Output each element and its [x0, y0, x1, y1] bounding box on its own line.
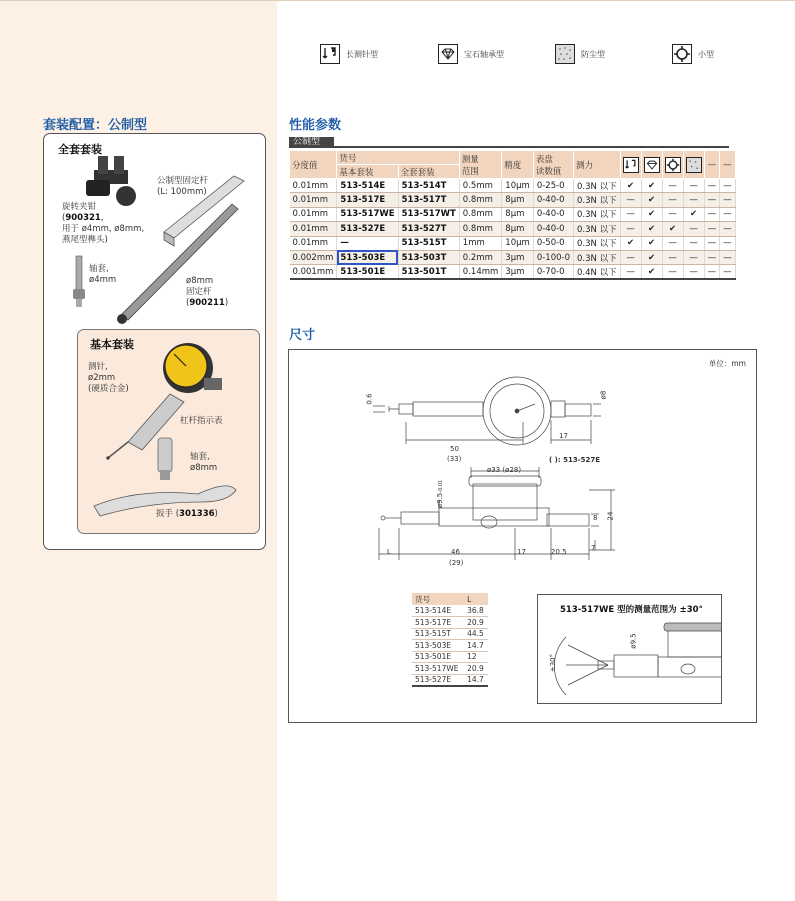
basic-set-box	[77, 329, 260, 534]
th-extra-2: —	[720, 151, 736, 179]
dustproof-icon	[555, 44, 575, 64]
table-row: 513-501E 12	[412, 651, 488, 663]
we-drawing	[538, 595, 722, 704]
legend-jewel-label: 宝石轴承型	[464, 49, 504, 59]
table-row: 513-514E 36.8	[412, 605, 488, 617]
dim-section-title: 尺寸	[289, 328, 316, 343]
table-row: 0.001mm 513-501E 513-501T 0.14mm 3μm 0-70-0 0.4N 以下 — ✔ — — — —	[290, 265, 736, 279]
stylus-label: 测针, ø2mm (硬质合金)	[88, 362, 129, 394]
th-dial: 表盘 读数值	[533, 151, 573, 179]
legend-long-stylus-label: 长测针型	[346, 49, 378, 59]
th-range: 测量 范围	[459, 151, 502, 179]
table-row: 513-517WE 20.9	[412, 663, 488, 675]
basic-set-illustration	[78, 330, 261, 535]
th-order-no: 货号	[337, 151, 459, 165]
long-stylus-icon	[320, 44, 340, 64]
unit-label: 单位：mm	[708, 359, 746, 368]
th-dustproof	[683, 151, 704, 179]
rod8-label: ø8mm 固定杆 (900211)	[186, 276, 229, 308]
table-row: 513-515T 44.5	[412, 628, 488, 640]
table-row: 0.01mm — 513-515T 1mm 10μm 0-50-0 0.3N 以下 ✔ ✔ — — — —	[290, 236, 736, 250]
table-row: 0.01mm 513-514E 513-514T 0.5mm 10μm 0-25-0 0.3N 以下 ✔ ✔ — — — —	[290, 179, 736, 193]
dim-46: 46	[451, 548, 460, 556]
th-accuracy: 精度	[502, 151, 534, 179]
th-jewel	[641, 151, 662, 179]
we-angle: ±30°	[549, 653, 558, 673]
full-set-box	[43, 133, 266, 550]
th-long-stylus	[620, 151, 641, 179]
selected-cell[interactable]: 513-503E	[337, 250, 398, 264]
dim-20-5: 20.5	[551, 548, 567, 556]
table-row: 513-503E 14.7	[412, 640, 488, 652]
th-basic-set: 基本套装	[337, 165, 398, 179]
dimension-drawing-box	[288, 349, 757, 723]
legend-jewel	[438, 44, 504, 64]
table-row: 0.01mm 513-517WE 513-517WT 0.8mm 8μm 0-40-0 0.3N 以下 — ✔ — ✔ — —	[290, 207, 736, 221]
swivel-clamp-drawing	[86, 156, 136, 206]
dim-17a: 17	[559, 432, 568, 440]
sleeve8-drawing	[158, 438, 172, 480]
note-527e: ( ): 513-527E	[549, 456, 600, 464]
category-tag: 公制型	[289, 137, 334, 148]
long-stylus-icon	[623, 157, 639, 173]
full-set-title: 全套套装	[58, 143, 102, 156]
table-row: 0.01mm 513-527E 513-527T 0.8mm 8μm 0-40-0 0.3N 以下 — ✔ ✔ — — —	[290, 222, 736, 236]
dim-17b: 17	[517, 548, 526, 556]
sleeve4-drawing	[73, 256, 85, 307]
lt-head-l: L	[464, 593, 488, 605]
dim-9-5: ø9.5-0.01	[436, 479, 445, 509]
lt-head-code: 货号	[412, 593, 464, 605]
dim-L: L	[387, 548, 391, 556]
legend-compact	[672, 44, 714, 64]
we-title: 513-517WE 型的测量范围为 ±30°	[560, 605, 703, 615]
spec-section-title: 性能参数	[289, 118, 342, 133]
compact-icon	[672, 44, 692, 64]
legend-compact-label: 小型	[698, 49, 714, 59]
table-row: 513-527E 14.7	[412, 674, 488, 686]
l-table	[412, 593, 488, 687]
we-range-box	[537, 594, 722, 704]
sleeve4-label: 轴套, ø4mm	[89, 264, 117, 285]
dim-33: (33)	[447, 455, 462, 463]
wrench-label: 扳手 (301336)	[156, 509, 218, 519]
legend-dustproof	[555, 44, 605, 64]
dim-50: 50	[450, 445, 459, 453]
dustproof-icon	[686, 157, 702, 173]
category-underline	[289, 146, 729, 148]
kit-section-title: 套装配置：公制型	[43, 118, 148, 133]
dim-dia: ø33 (ø28)	[487, 466, 522, 474]
table-row: 0.002mm 513-503E 513-503T 0.2mm 3μm 0-100-0 0.3N 以下 — ✔ — — — —	[290, 250, 736, 264]
dim-phi8: ø8	[599, 390, 608, 400]
legend-dustproof-label: 防尘型	[581, 49, 605, 59]
dim-0-6: 0.6	[365, 393, 374, 405]
dim-7: 7	[591, 544, 596, 552]
dim-29: (29)	[449, 559, 464, 567]
we-dia: ø9.5	[629, 633, 638, 649]
jewel-bearing-icon	[438, 44, 458, 64]
legend-long-stylus	[320, 44, 378, 64]
th-full-set: 全套套装	[398, 165, 459, 179]
table-row: 513-517E 20.9	[412, 617, 488, 629]
swivel-clamp-label: 旋转夹钳 (900321, 用于 ø4mm, ø8mm, 燕尾型榫头)	[62, 202, 145, 245]
th-extra-1: —	[704, 151, 720, 179]
spec-table	[289, 150, 736, 280]
th-force: 测力	[574, 151, 621, 179]
dim-24: 24	[606, 511, 615, 521]
sleeve8-label: 轴套, ø8mm	[190, 452, 218, 473]
table-row: 0.01mm 513-517E 513-517T 0.8mm 8μm 0-40-0 0.3N 以下 — ✔ — — — —	[290, 193, 736, 207]
indicator-label: 杠杆指示表	[180, 416, 223, 426]
dim-8b: 8	[593, 514, 598, 522]
jewel-bearing-icon	[644, 157, 660, 173]
th-graduation: 分度值	[290, 151, 337, 179]
holder-rod-label: 公制型固定杆 (L: 100mm)	[157, 176, 209, 197]
compact-icon	[665, 157, 681, 173]
th-compact	[662, 151, 683, 179]
basic-set-title: 基本套装	[90, 338, 134, 351]
